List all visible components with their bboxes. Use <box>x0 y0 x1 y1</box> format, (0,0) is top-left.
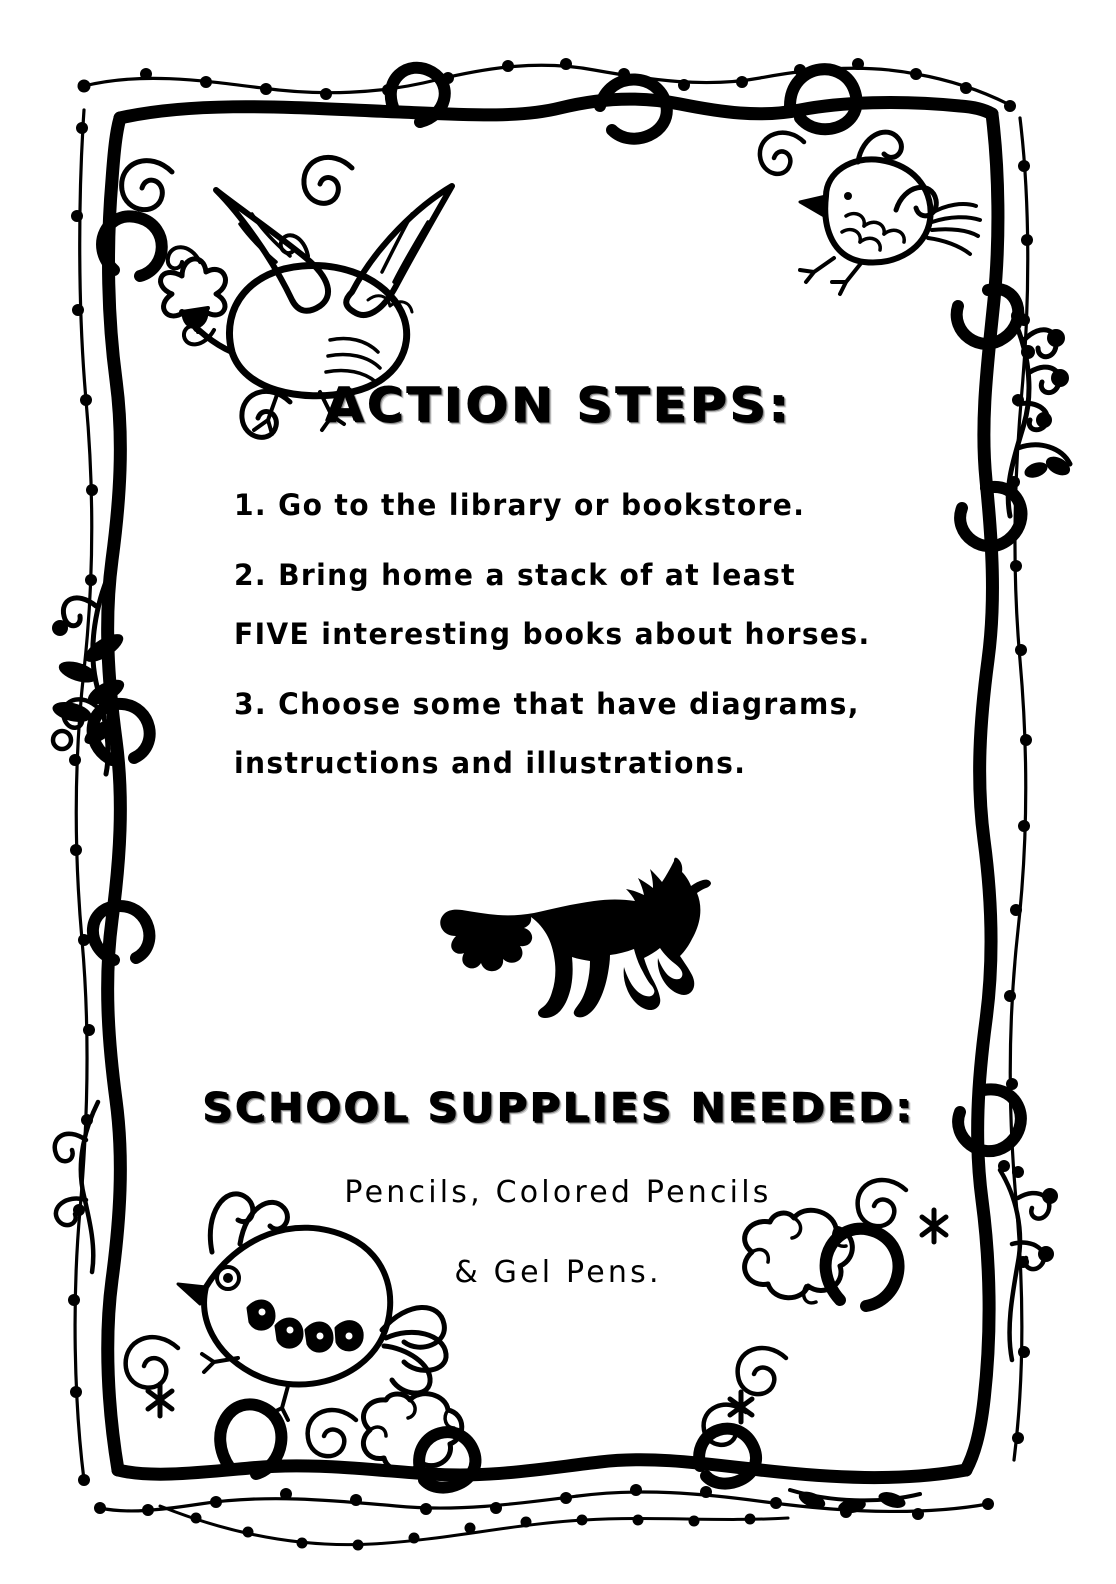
supply-item-1: Pencils, Colored Pencils <box>344 1175 772 1210</box>
step-item-1: 1. Go to the library or bookstore. <box>234 488 806 522</box>
step-item-2-line-2: FIVE interesting books about horses. <box>234 617 871 652</box>
supply-item-2: & Gel Pens. <box>454 1255 662 1290</box>
page-title-school-supplies: SCHOOL SUPPLIES NEEDED: <box>201 1085 915 1131</box>
horse-icon <box>412 843 712 1018</box>
step-item-3-line-1: 3. Choose some that have diagrams, <box>234 687 860 722</box>
action-steps-list <box>234 487 934 783</box>
page-title-action-steps: ACTION STEPS: <box>324 378 792 433</box>
step-item-2-line-1: 2. Bring home a stack of at least <box>234 558 796 593</box>
horse-silhouette-illustration <box>412 843 712 1018</box>
supplies-list <box>0 1175 1116 1290</box>
step-item-3-line-2: instructions and illustrations. <box>234 746 747 781</box>
